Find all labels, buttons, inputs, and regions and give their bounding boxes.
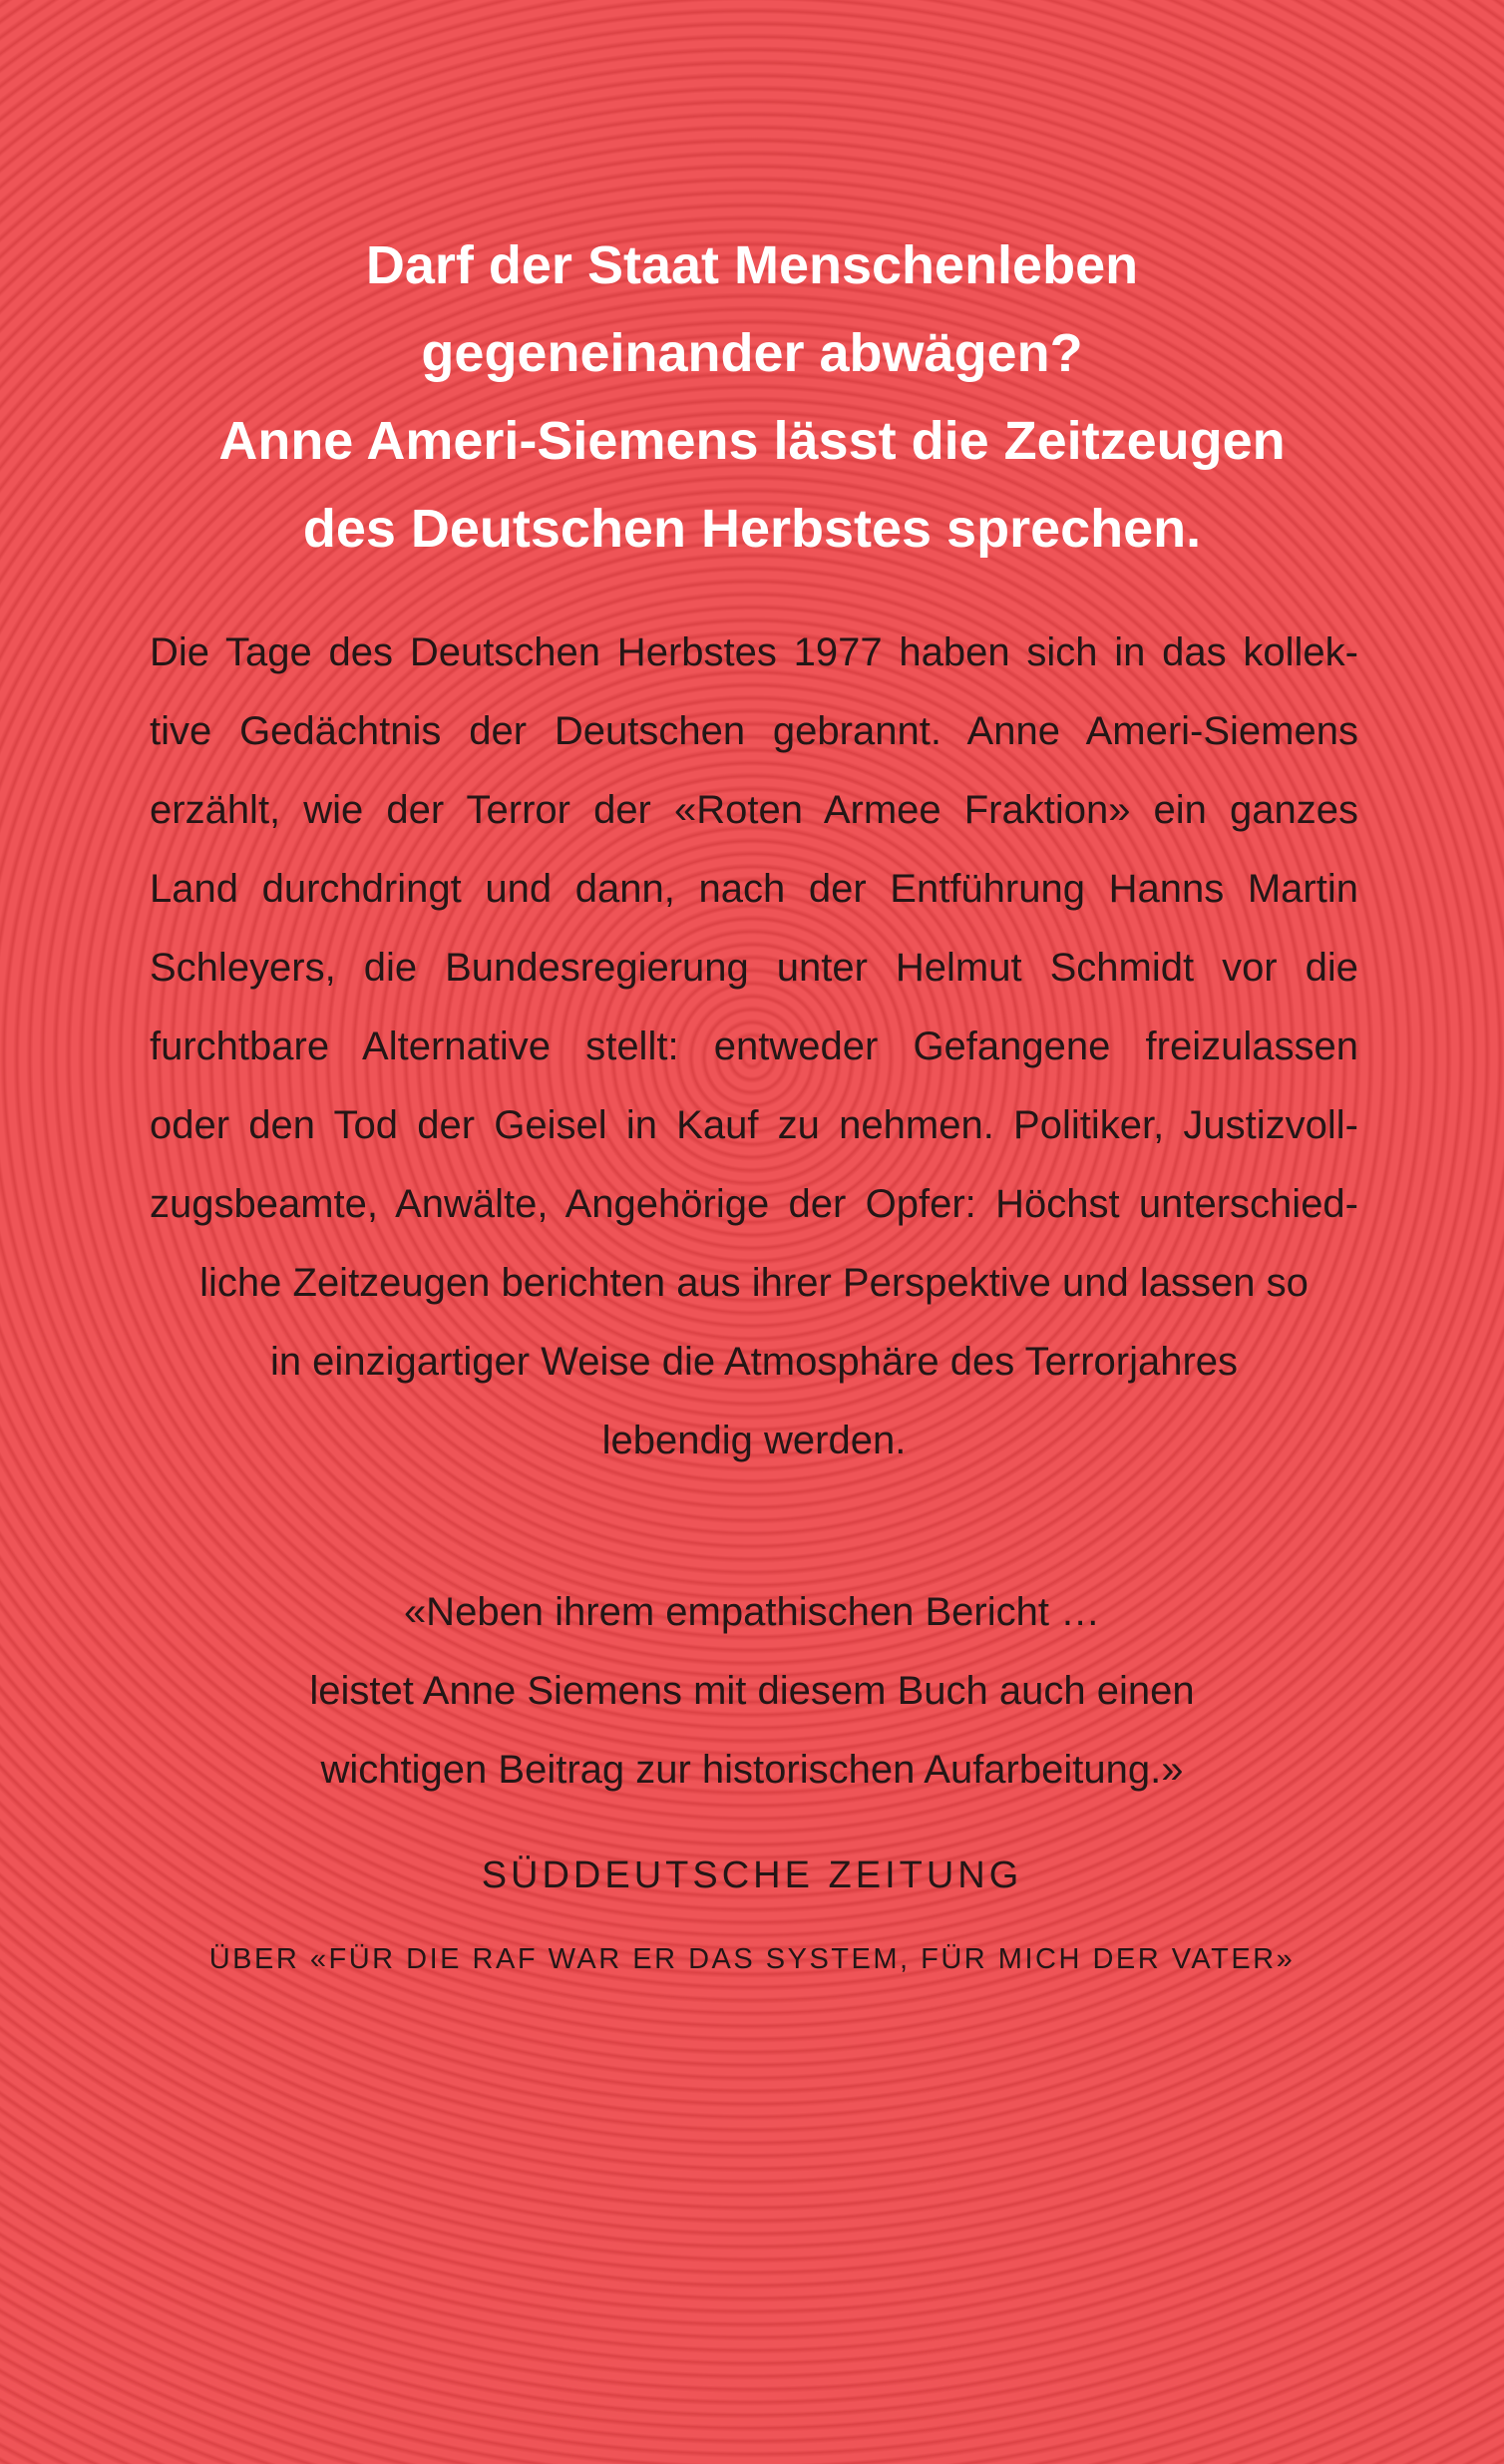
blurb-line: Schleyers, die Bundesregierung unter Helmut Schmidt vor die [150,946,1358,990]
headline-line: gegeneinander abwägen? [421,323,1083,383]
blurb-line: furchtbare Alternative stellt: entweder Gefangene freizulassen [150,1025,1358,1068]
headline-line: des Deutschen Herbstes sprechen. [302,499,1202,559]
headline [0,221,1504,573]
quote-line: «Neben ihrem empathischen Bericht … [403,1590,1101,1634]
blurb-line: in einzigartiger Weise die Atmosphäre des Terrorjahres [269,1340,1239,1384]
blurb-line: lebendig werden. [601,1419,907,1462]
blurb-line: Die Tage des Deutschen Herbstes 1977 haben sich in das kollek- [150,630,1358,674]
blurb-line: Land durchdringt und dann, nach der Entführung Hanns Martin [150,867,1358,911]
blurb-line: zugsbeamte, Anwälte, Angehörige der Opfer: Höchst unterschied- [150,1182,1358,1226]
quote-line: leistet Anne Siemens mit diesem Buch auch einen [309,1669,1195,1713]
quote-source-detail: ÜBER «FÜR DIE RAF WAR ER DAS SYSTEM, FÜR MICH DER VATER» [208,1943,1296,1975]
press-quote [0,1573,1504,1810]
headline-line: Darf der Staat Menschenleben [365,235,1139,295]
blurb-line: oder den Tod der Geisel in Kauf zu nehmen. Politiker, Justizvoll- [150,1103,1358,1147]
blurb-line: tive Gedächtnis der Deutschen gebrannt. Anne Ameri-Siemens [150,709,1358,753]
blurb-text [150,614,1358,1480]
blurb-line: erzählt, wie der Terror der «Roten Armee Fraktion» ein ganzes [150,788,1358,832]
blurb-line: liche Zeitzeugen berichten aus ihrer Perspektive und lassen so [199,1261,1309,1305]
quote-source: SÜDDEUTSCHE ZEITUNG [481,1854,1023,1896]
quote-line: wichtigen Beitrag zur historischen Aufarbeitung.» [320,1748,1184,1792]
headline-line: Anne Ameri-Siemens lässt die Zeitzeugen [218,411,1286,471]
